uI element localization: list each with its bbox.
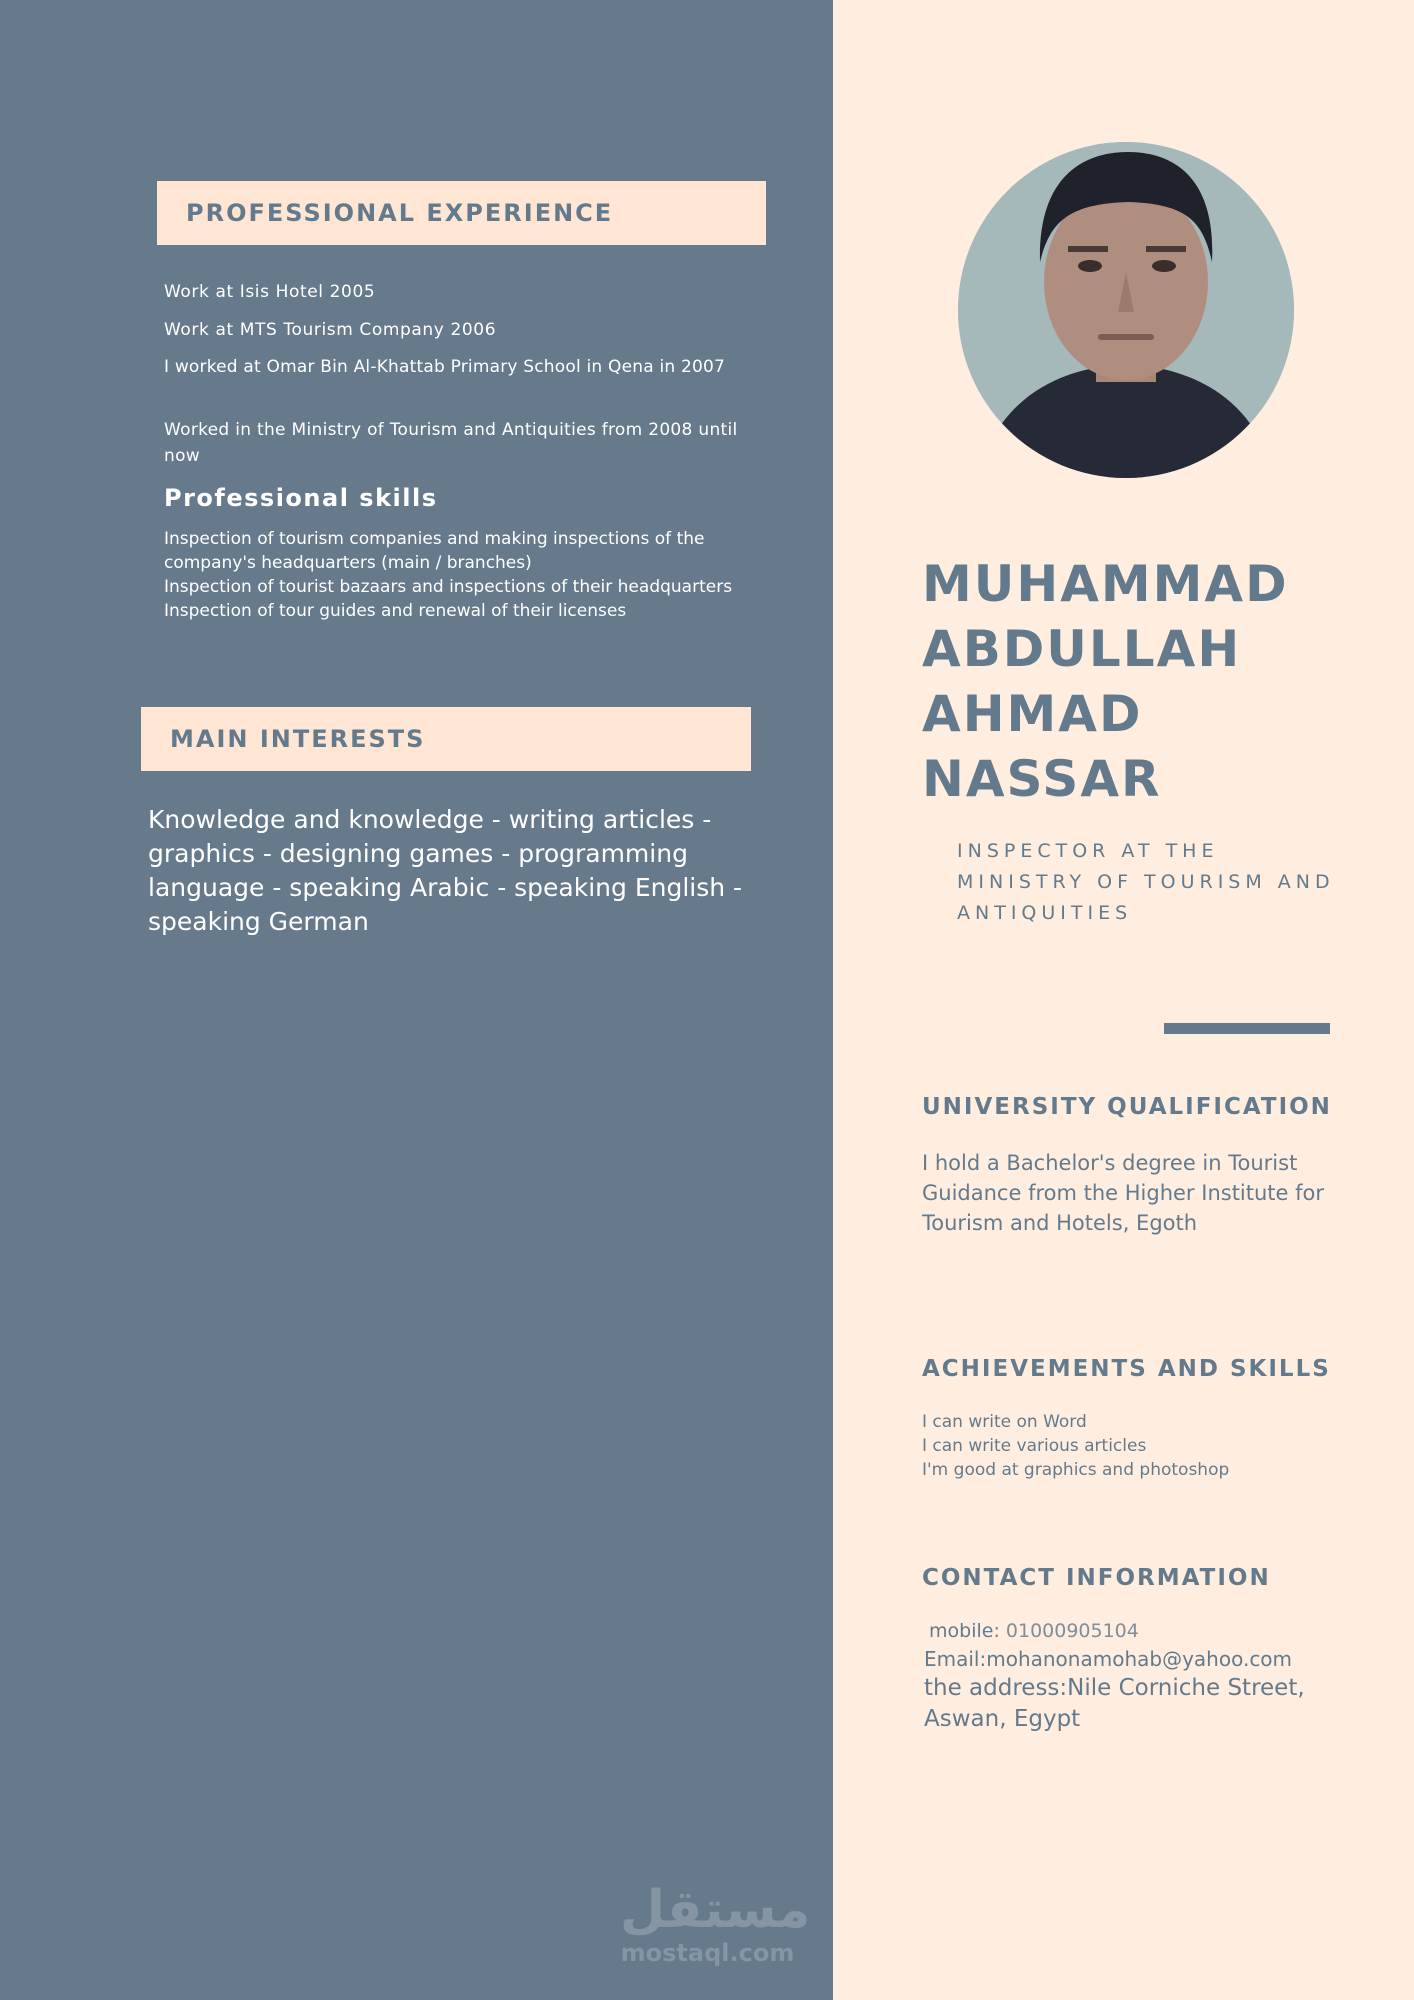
full-name — [922, 552, 1392, 812]
mobile-row — [929, 1617, 1364, 1645]
achievement-line: I can write on Word — [922, 1412, 1087, 1432]
achievements-list — [922, 1410, 1342, 1482]
job-title-line: ANTIQUITIES — [957, 902, 1133, 924]
skill-line: company's headquarters (main / branches) — [164, 553, 532, 573]
university-heading: UNIVERSITY QUALIFICATION — [922, 1094, 1332, 1120]
achievement-line: I can write various articles — [922, 1436, 1147, 1456]
mobile-label: mobile: — [929, 1620, 1000, 1642]
university-text: I hold a Bachelor's degree in Tourist Guidance from the Higher Institute for Tourism and Hotels, Egoth — [922, 1151, 1325, 1235]
job-title-line: MINISTRY OF TOURISM AND — [957, 871, 1335, 893]
contact-heading: CONTACT INFORMATION — [922, 1565, 1271, 1591]
professional-experience-heading: PROFESSIONAL EXPERIENCE — [157, 181, 766, 245]
profile-photo — [958, 142, 1294, 478]
professional-skills-heading: Professional skills — [164, 484, 438, 512]
experience-line: Worked in the Ministry of Tourism and Antiquities from 2008 until now — [164, 420, 738, 466]
experience-line: Work at MTS Tourism Company 2006 — [164, 320, 497, 340]
name-line: AHMAD NASSAR — [922, 685, 1162, 808]
skill-line: Inspection of tourism companies and making inspections of the — [164, 529, 705, 549]
job-title-line: INSPECTOR AT THE — [957, 840, 1219, 862]
contact-info — [924, 1617, 1364, 1735]
job-title — [957, 836, 1357, 929]
main-interests-heading: MAIN INTERESTS — [141, 707, 751, 771]
avatar-portrait-icon — [958, 142, 1294, 478]
skill-line: Inspection of tour guides and renewal of their licenses — [164, 601, 627, 621]
mobile-value: 01000905104 — [1005, 1620, 1139, 1642]
main-interests-text: Knowledge and knowledge - writing articles - graphics - designing games - programming language - speaking Arabic - speaking English - speaking German — [148, 805, 743, 936]
professional-skills-list — [164, 527, 764, 623]
watermark-arabic: مستقل — [620, 1880, 811, 1940]
skill-line: Inspection of tourist bazaars and inspections of their headquarters — [164, 577, 733, 597]
achievements-heading: ACHIEVEMENTS AND SKILLS — [922, 1356, 1331, 1382]
address-row: the address:Nile Corniche Street, Aswan, Egypt — [924, 1675, 1305, 1732]
email-row: Email:mohanonamohab@yahoo.com — [924, 1647, 1293, 1671]
experience-line: Work at Isis Hotel 2005 — [164, 282, 376, 302]
divider-bar — [1164, 1023, 1330, 1034]
achievement-line: I'm good at graphics and photoshop — [922, 1460, 1230, 1480]
experience-line: I worked at Omar Bin Al-Khattab Primary School in Qena in 2007 — [164, 357, 726, 377]
watermark-latin: mostaql.com — [620, 1939, 795, 1967]
name-line: MUHAMMAD — [922, 555, 1289, 613]
mostaql-watermark-logo — [620, 1880, 811, 1967]
name-line: ABDULLAH — [922, 620, 1242, 678]
